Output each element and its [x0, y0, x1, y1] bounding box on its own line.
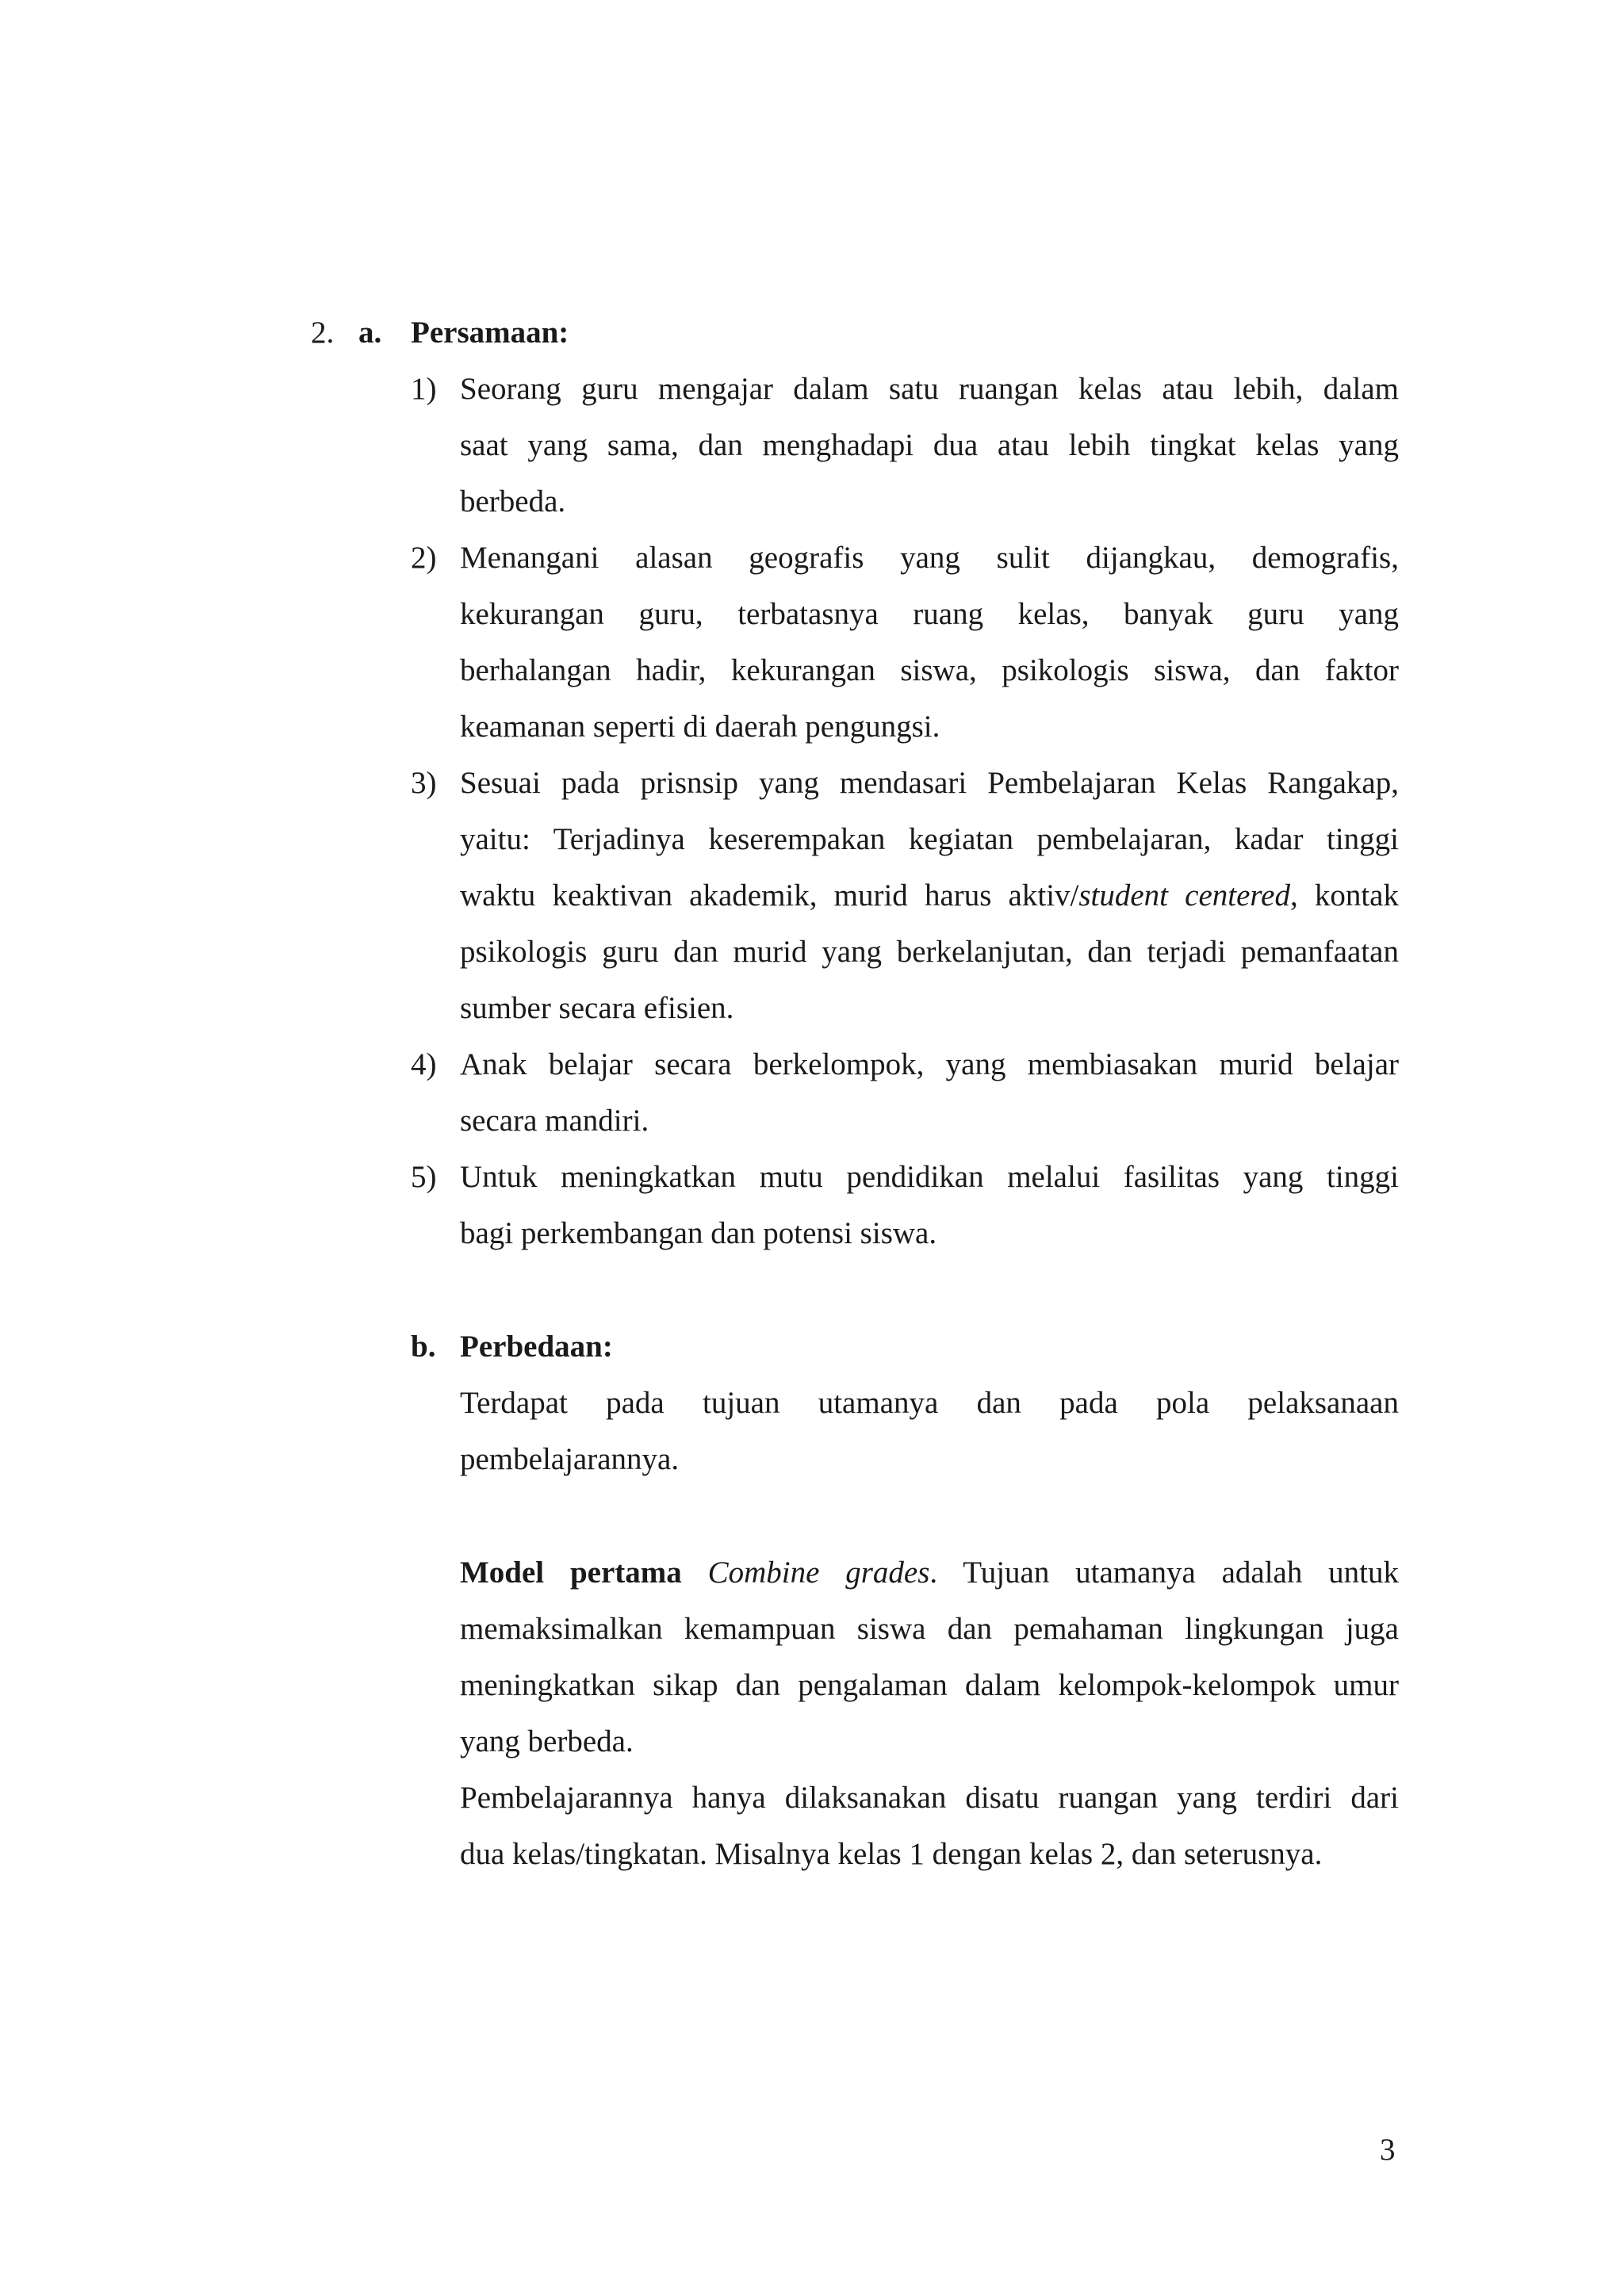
- item-1-line-3: berbeda.: [460, 484, 566, 519]
- item-3-line-4: psikologis guru dan murid yang berkelanjutan, dan terjadi pemanfaatan: [460, 935, 1399, 969]
- item-3-line-3-tail: , kontak: [1289, 878, 1399, 913]
- model-line-2: memaksimalkan kemampuan siswa dan pemahaman lingkungan juga: [460, 1612, 1399, 1646]
- model-para2-line-1: Pembelajarannya hanya dilaksanakan disatu ruangan yang terdiri dari: [460, 1781, 1399, 1815]
- section-number: 2.: [311, 316, 335, 350]
- item-5-line-1: Untuk meningkatkan mutu pendidikan melalui fasilitas yang tinggi: [460, 1160, 1399, 1194]
- item-3-line-5: sumber secara efisien.: [460, 991, 734, 1025]
- item-number: 2): [411, 541, 437, 575]
- item-4-line-1: Anak belajar secara berkelompok, yang membiasakan murid belajar: [460, 1047, 1399, 1081]
- model-heading: Model pertama: [460, 1556, 682, 1590]
- subsection-b-title: Perbedaan:: [460, 1330, 613, 1364]
- item-1-line-2: saat yang sama, dan menghadapi dua atau lebih tingkat kelas yang: [460, 428, 1399, 462]
- model-line-1-text: . Tujuan utamanya adalah untuk: [929, 1556, 1399, 1590]
- item-2-line-3: berhalangan hadir, kekurangan siswa, psikologis siswa, dan faktor: [460, 653, 1399, 687]
- item-3-line-2: yaitu: Terjadinya keserempakan kegiatan pembelajaran, kadar tinggi: [460, 822, 1399, 856]
- subsection-b-label: b.: [411, 1330, 436, 1364]
- page-number: 3: [1380, 2133, 1396, 2167]
- item-4-line-2: secara mandiri.: [460, 1104, 649, 1138]
- model-line-4: yang berbeda.: [460, 1724, 634, 1758]
- item-2-line-2: kekurangan guru, terbatasnya ruang kelas, banyak guru yang: [460, 597, 1399, 631]
- student-centered-emphasis: student centered: [1078, 878, 1290, 913]
- item-2-line-4: keamanan seperti di daerah pengungsi.: [460, 710, 940, 744]
- item-2-line-1: Menangani alasan geografis yang sulit dijangkau, demografis,: [460, 541, 1399, 575]
- item-number: 3): [411, 766, 437, 800]
- item-3-line-1: Sesuai pada prisnsip yang mendasari Pembelajaran Kelas Rangakap,: [460, 766, 1399, 800]
- item-number: 5): [411, 1160, 437, 1194]
- model-para2-line-2: dua kelas/tingkatan. Misalnya kelas 1 dengan kelas 2, dan seterusnya.: [460, 1837, 1323, 1871]
- item-3-line-3-text: waktu keaktivan akademik, murid harus aktiv/: [460, 878, 1079, 913]
- item-5-line-2: bagi perkembangan dan potensi siswa.: [460, 1216, 937, 1250]
- item-number: 1): [411, 372, 437, 406]
- model-name: Combine grades: [707, 1556, 930, 1590]
- model-line-3: meningkatkan sikap dan pengalaman dalam kelompok-kelompok umur: [460, 1668, 1399, 1702]
- subsection-a-label: a.: [358, 316, 382, 350]
- b-intro-line-1: Terdapat pada tujuan utamanya dan pada pola pelaksanaan: [460, 1386, 1399, 1420]
- item-number: 4): [411, 1047, 437, 1081]
- item-3-line-3: [460, 877, 1399, 915]
- item-1-line-1: Seorang guru mengajar dalam satu ruangan kelas atau lebih, dalam: [460, 372, 1399, 406]
- subsection-a-title: Persamaan:: [411, 316, 569, 350]
- model-line-1: [460, 1554, 1399, 1592]
- b-intro-line-2: pembelajarannya.: [460, 1442, 680, 1476]
